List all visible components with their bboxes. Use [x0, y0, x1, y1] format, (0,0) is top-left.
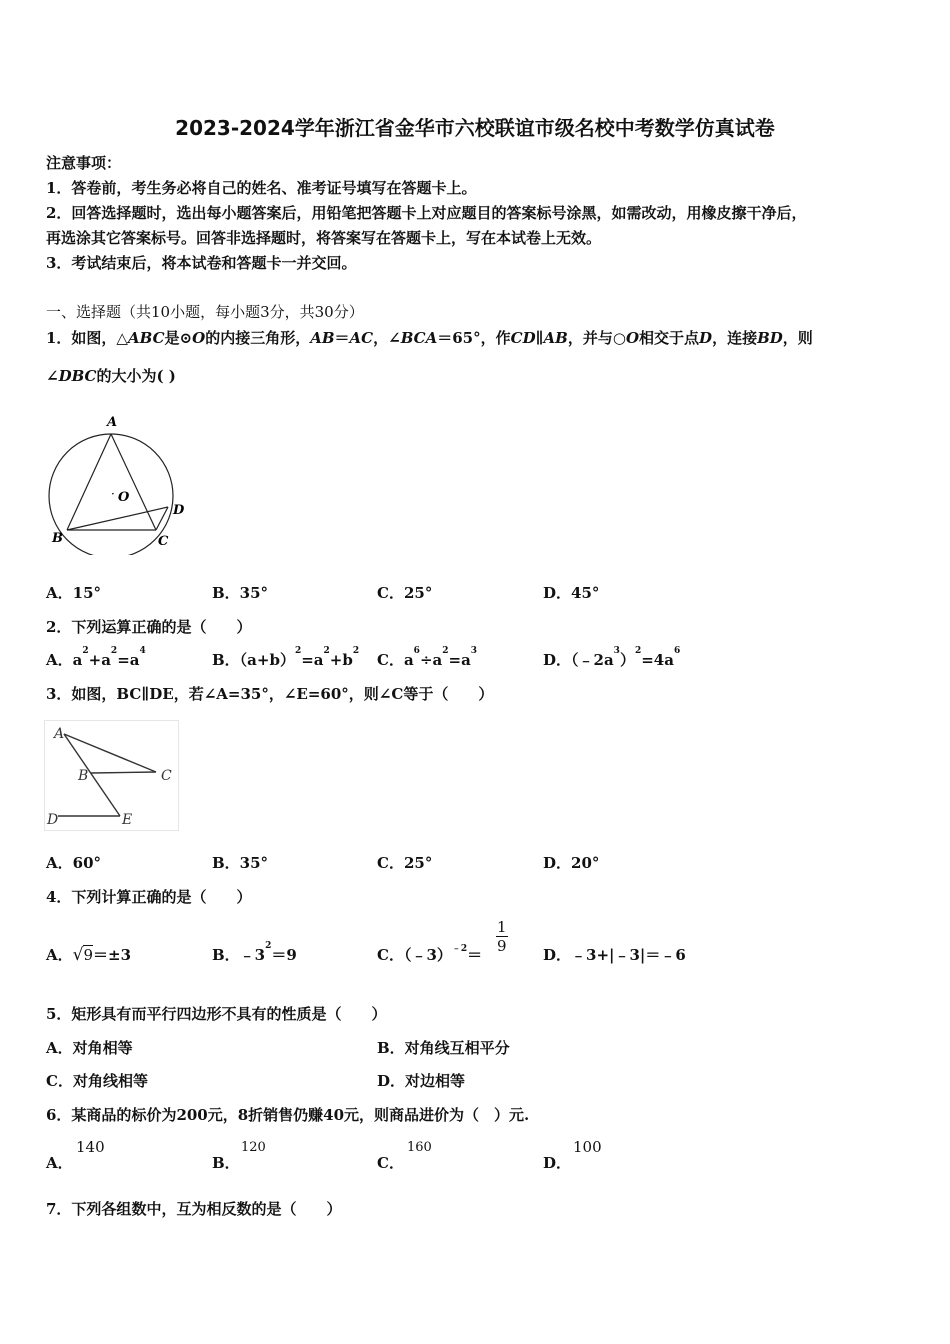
label-o: O	[118, 490, 130, 505]
q2-option-c: C．$a^6\div a^2=a^3$	[377, 646, 478, 669]
q5-option-c: C．对角线相等	[46, 1072, 148, 1090]
q3-option-b: B．35°	[212, 854, 269, 872]
q2-option-a: A．$a^2+a^2=a^4$	[46, 646, 146, 669]
q1-option-a: A．15°	[46, 584, 102, 602]
segment-bd	[67, 507, 168, 530]
q1-option-c: C．25°	[377, 584, 433, 602]
q2-option-d: D．$(﹣2a^3)^2=4a^6$	[543, 646, 681, 669]
q3-stem: 3．如图，BC∥DE，若∠A=35°，∠E=60°，则∠C等于（ ）	[46, 685, 494, 703]
page-title: 2023-2024学年浙江省金华市六校联谊市级名校中考数学仿真试卷	[175, 116, 775, 140]
label-b: B	[78, 768, 89, 784]
q6-stem: 6．某商品的标价为200元，8折销售仍赚40元，则商品进价为（ ）元.	[46, 1106, 530, 1124]
label-b: B	[52, 531, 63, 546]
q3-option-a: A．60°	[46, 854, 102, 872]
q3-option-d: D．20°	[543, 854, 600, 872]
q2-option-b: B．$(a+b)^2=a^2+b^2$	[212, 646, 360, 669]
q7-stem: 7．下列各组数中，互为相反数的是（ ）	[46, 1200, 342, 1218]
notes-heading: 注意事项：	[46, 154, 122, 172]
label-d: D	[173, 503, 185, 518]
q5-option-b: B．对角线互相平分	[377, 1039, 510, 1057]
segment-ab	[67, 434, 111, 530]
q4-option-a: A．√9＝±3	[46, 945, 132, 965]
q6-option-c-value: 160	[407, 1140, 432, 1155]
label-c: C	[158, 534, 169, 549]
label-e: E	[122, 812, 133, 828]
q1-stem-line2: ∠DBC的大小为( )	[46, 367, 176, 385]
q6-option-d-value: 100	[573, 1138, 602, 1156]
q4-stem: 4．下列计算正确的是（ ）	[46, 888, 252, 906]
note-item: 再选涂其它答案标号。回答非选择题时，将答案写在答题卡上，写在本试卷上无效。	[46, 229, 602, 247]
q1-option-d: D．45°	[543, 584, 600, 602]
note-item: 2．回答选择题时，选出每小题答案后，用铅笔把答题卡上对应题目的答案标号涂黑，如需改动，用橡皮擦干净后，	[46, 204, 807, 222]
note-item: 1．答卷前，考生务必将自己的姓名、准考证号填写在答题卡上。	[46, 179, 477, 197]
segment-bc	[91, 772, 156, 773]
label-d: D	[47, 812, 59, 828]
q5-stem: 5．矩形具有而平行四边形不具有的性质是（ ）	[46, 1005, 387, 1023]
segment-cd	[156, 507, 168, 530]
q6-option-b-label: B．	[212, 1154, 240, 1172]
q5-option-a: A．对角相等	[46, 1039, 133, 1057]
label-a: A	[107, 415, 118, 430]
q1-circle-figure	[44, 410, 204, 555]
q6-option-c-label: C．	[377, 1154, 404, 1172]
label-c: C	[161, 768, 172, 784]
q4-option-d: D．﹣3+|﹣3|＝﹣6	[543, 946, 686, 964]
q2-stem: 2．下列运算正确的是（ ）	[46, 618, 252, 636]
q4-option-c: C．（﹣3）$^{﹣2}$＝	[377, 944, 483, 964]
q6-option-a-label: A．	[46, 1154, 73, 1172]
note-item: 3．考试结束后，将本试卷和答题卡一并交回。	[46, 254, 357, 272]
segment-ac	[111, 434, 156, 530]
q6-option-a-value: 140	[76, 1138, 105, 1156]
q1-option-b: B．35°	[212, 584, 269, 602]
q4-option-b: B．$﹣3^2=9$	[212, 941, 297, 964]
q3-option-c: C．25°	[377, 854, 433, 872]
q6-option-d-label: D．	[543, 1154, 572, 1172]
q1-stem-line1: 1．如图，△ABC是⊙O的内接三角形，AB＝AC，∠BCA＝65°，作CD∥AB，并与○O相交于点D，连接BD，则	[46, 329, 813, 347]
q5-option-d: D．对边相等	[377, 1072, 466, 1090]
center-dot: ·	[111, 487, 115, 501]
q6-option-b-value: 120	[241, 1140, 266, 1155]
section-heading: 一、选择题（共10小题，每小题3分，共30分）	[46, 303, 364, 321]
q3-figure	[44, 720, 180, 832]
q4-option-c-fraction: $\frac{1}{9}$	[497, 918, 507, 955]
label-a: A	[54, 726, 65, 742]
